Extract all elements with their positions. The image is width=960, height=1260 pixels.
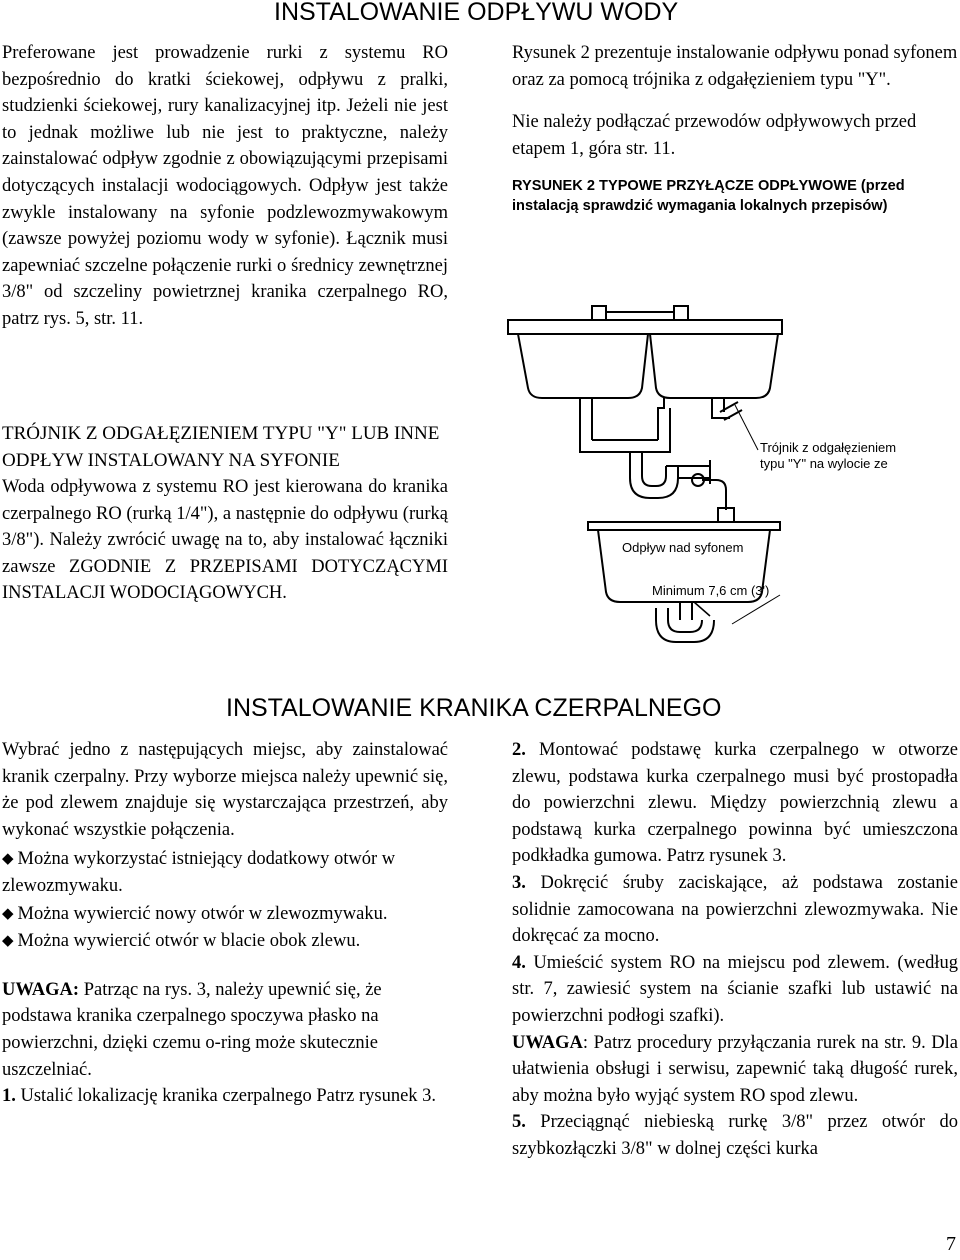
step-4: 4. Umieścić system RO na miejscu pod zlewem. (według str. 7, zawiesić system na ścianie szafki lub ustawić na powierzchni podłogi szafki). bbox=[512, 952, 958, 1026]
above-trap-label: Odpływ nad syfonem bbox=[622, 540, 744, 555]
page-number: 7 bbox=[946, 1233, 956, 1255]
page-title: INSTALOWANIE ODPŁYWU WODY bbox=[274, 0, 679, 26]
drain-intro-paragraph bbox=[2, 40, 448, 333]
y-branch-body: Woda odpływowa z systemu RO jest kierowana do kranika czerpalnego RO (rurką 1/4"), a następnie do odpływu (rurką 3/8"). Należy zwrócić uwagę na to, aby instalować łączniki zawsze ZGODNIE Z PRZEPISAMI DOTYCZĄCYMI INSTALACJI WODOCIĄGOWYCH. bbox=[2, 477, 448, 604]
figure-caption: RYSUNEK 2 TYPOWE PRZYŁĄCZE ODPŁYWOWE (przed instalacją sprawdzić wymagania lokalnych przepisów) bbox=[512, 178, 905, 215]
y-branch-heading: TRÓJNIK Z ODGAŁĘZIENIEM TYPU "Y" LUB INNE ODPŁYW INSTALOWANY NA SYFONIE bbox=[2, 423, 440, 471]
option-item: ◆ Można wywiercić otwór w blacie obok zlewu. bbox=[2, 931, 361, 952]
figure-intro-text: Rysunek 2 prezentuje instalowanie odpływu ponad syfonem oraz za pomocą trójnika z odgałęzieniem typu "Y". bbox=[512, 43, 958, 90]
faucet-right-column bbox=[512, 737, 958, 1163]
faucet-section-title: INSTALOWANIE KRANIKA CZERPALNEGO bbox=[226, 694, 722, 722]
diamond-bullet-icon: ◆ bbox=[2, 849, 14, 868]
step-2: 2. Montować podstawę kurka czerpalnego w otworze zlewu, podstawa kurka czerpalnego musi być prostopadła do powierzchni zlewu. Między powierzchnią zlewu a podstawą kurka czerpalnego powinna być umieszczona podkładka gumowa. Patrz rysunek 3. bbox=[512, 740, 958, 867]
diamond-bullet-icon: ◆ bbox=[2, 903, 14, 922]
faucet-left-column bbox=[2, 737, 448, 1110]
drain-intro-text: Preferowane jest prowadzenie rurki z systemu RO bezpośrednio do kratki ściekowej, odpływu z pralki, studzienki ściekowej, rury kanalizacyjnej itp. Jeżeli nie jest to jednak możliwe lub nie jest to praktyczne, należy zainstalować odpływ zgodnie z obowiązującymi przepisami dotyczących instalacji wodociągowych. Odpływ jest także zwykle instalowany na syfonie podzlewozmywakowym (zawsze powyżej poziomu wody w syfonie). Łącznik musi zapewniać szczelne połączenie rurki o średnicy zewnętrznej 3/8" od szczeliny powietrznej kranika czerpalnego RO, patrz rys. 5, str. 11. bbox=[2, 43, 448, 329]
option-item: ◆ Można wywiercić nowy otwór w zlewozmywaku. bbox=[2, 903, 388, 924]
tee-label bbox=[760, 440, 896, 472]
option-item: ◆ Można wykorzystać istniejący dodatkowy otwór w zlewozmywaku. bbox=[2, 849, 396, 896]
drain-warning-text: Nie należy podłączać przewodów odpływowych przed etapem 1, góra str. 11. bbox=[512, 112, 917, 159]
faucet-note-2: UWAGA: Patrz procedury przyłączania rurek na str. 9. Dla ułatwienia obsługi i serwisu, zapewnić taką długość rurek, aby można było wyjąć system RO spod zlewu. bbox=[512, 1032, 958, 1106]
faucet-intro-text: Wybrać jedno z następujących miejsc, aby zainstalować kranik czerpalny. Przy wyborze miejsca należy upewnić się, że pod zlewem znajduje się wystarczająca przestrzeń, aby wykonać wszystkie połączenia. bbox=[2, 740, 448, 840]
faucet-note: UWAGA: Patrząc na rys. 3, należy upewnić się, że podstawa kranika czerpalnego spoczywa płasko na powierzchni, dzięki czemu o-ring może skutecznie uszczelniać. bbox=[2, 979, 382, 1080]
tee-label-line-2: typu "Y" na wylocie ze bbox=[760, 456, 888, 471]
drain-connection-illustration bbox=[480, 290, 810, 660]
drain-figure-intro bbox=[512, 40, 958, 216]
y-branch-section bbox=[2, 420, 448, 607]
step-5: 5. Przeciągnąć niebieską rurkę 3/8" przez otwór do szybkozłączki 3/8" w dolnej części kurka bbox=[512, 1112, 958, 1159]
tee-label-line-1: Trójnik z odgałęzieniem bbox=[760, 440, 897, 455]
step-1: 1. Ustalić lokalizację kranika czerpalnego Patrz rysunek 3. bbox=[2, 1086, 437, 1107]
minimum-height-label: Minimum 7,6 cm (3') bbox=[652, 583, 770, 598]
diamond-bullet-icon: ◆ bbox=[2, 931, 14, 950]
step-3: 3. Dokręcić śruby zaciskające, aż podstawa zostanie solidnie zamocowana na powierzchni zlewozmywaka. Nie dokręcać za mocno. bbox=[512, 872, 958, 947]
